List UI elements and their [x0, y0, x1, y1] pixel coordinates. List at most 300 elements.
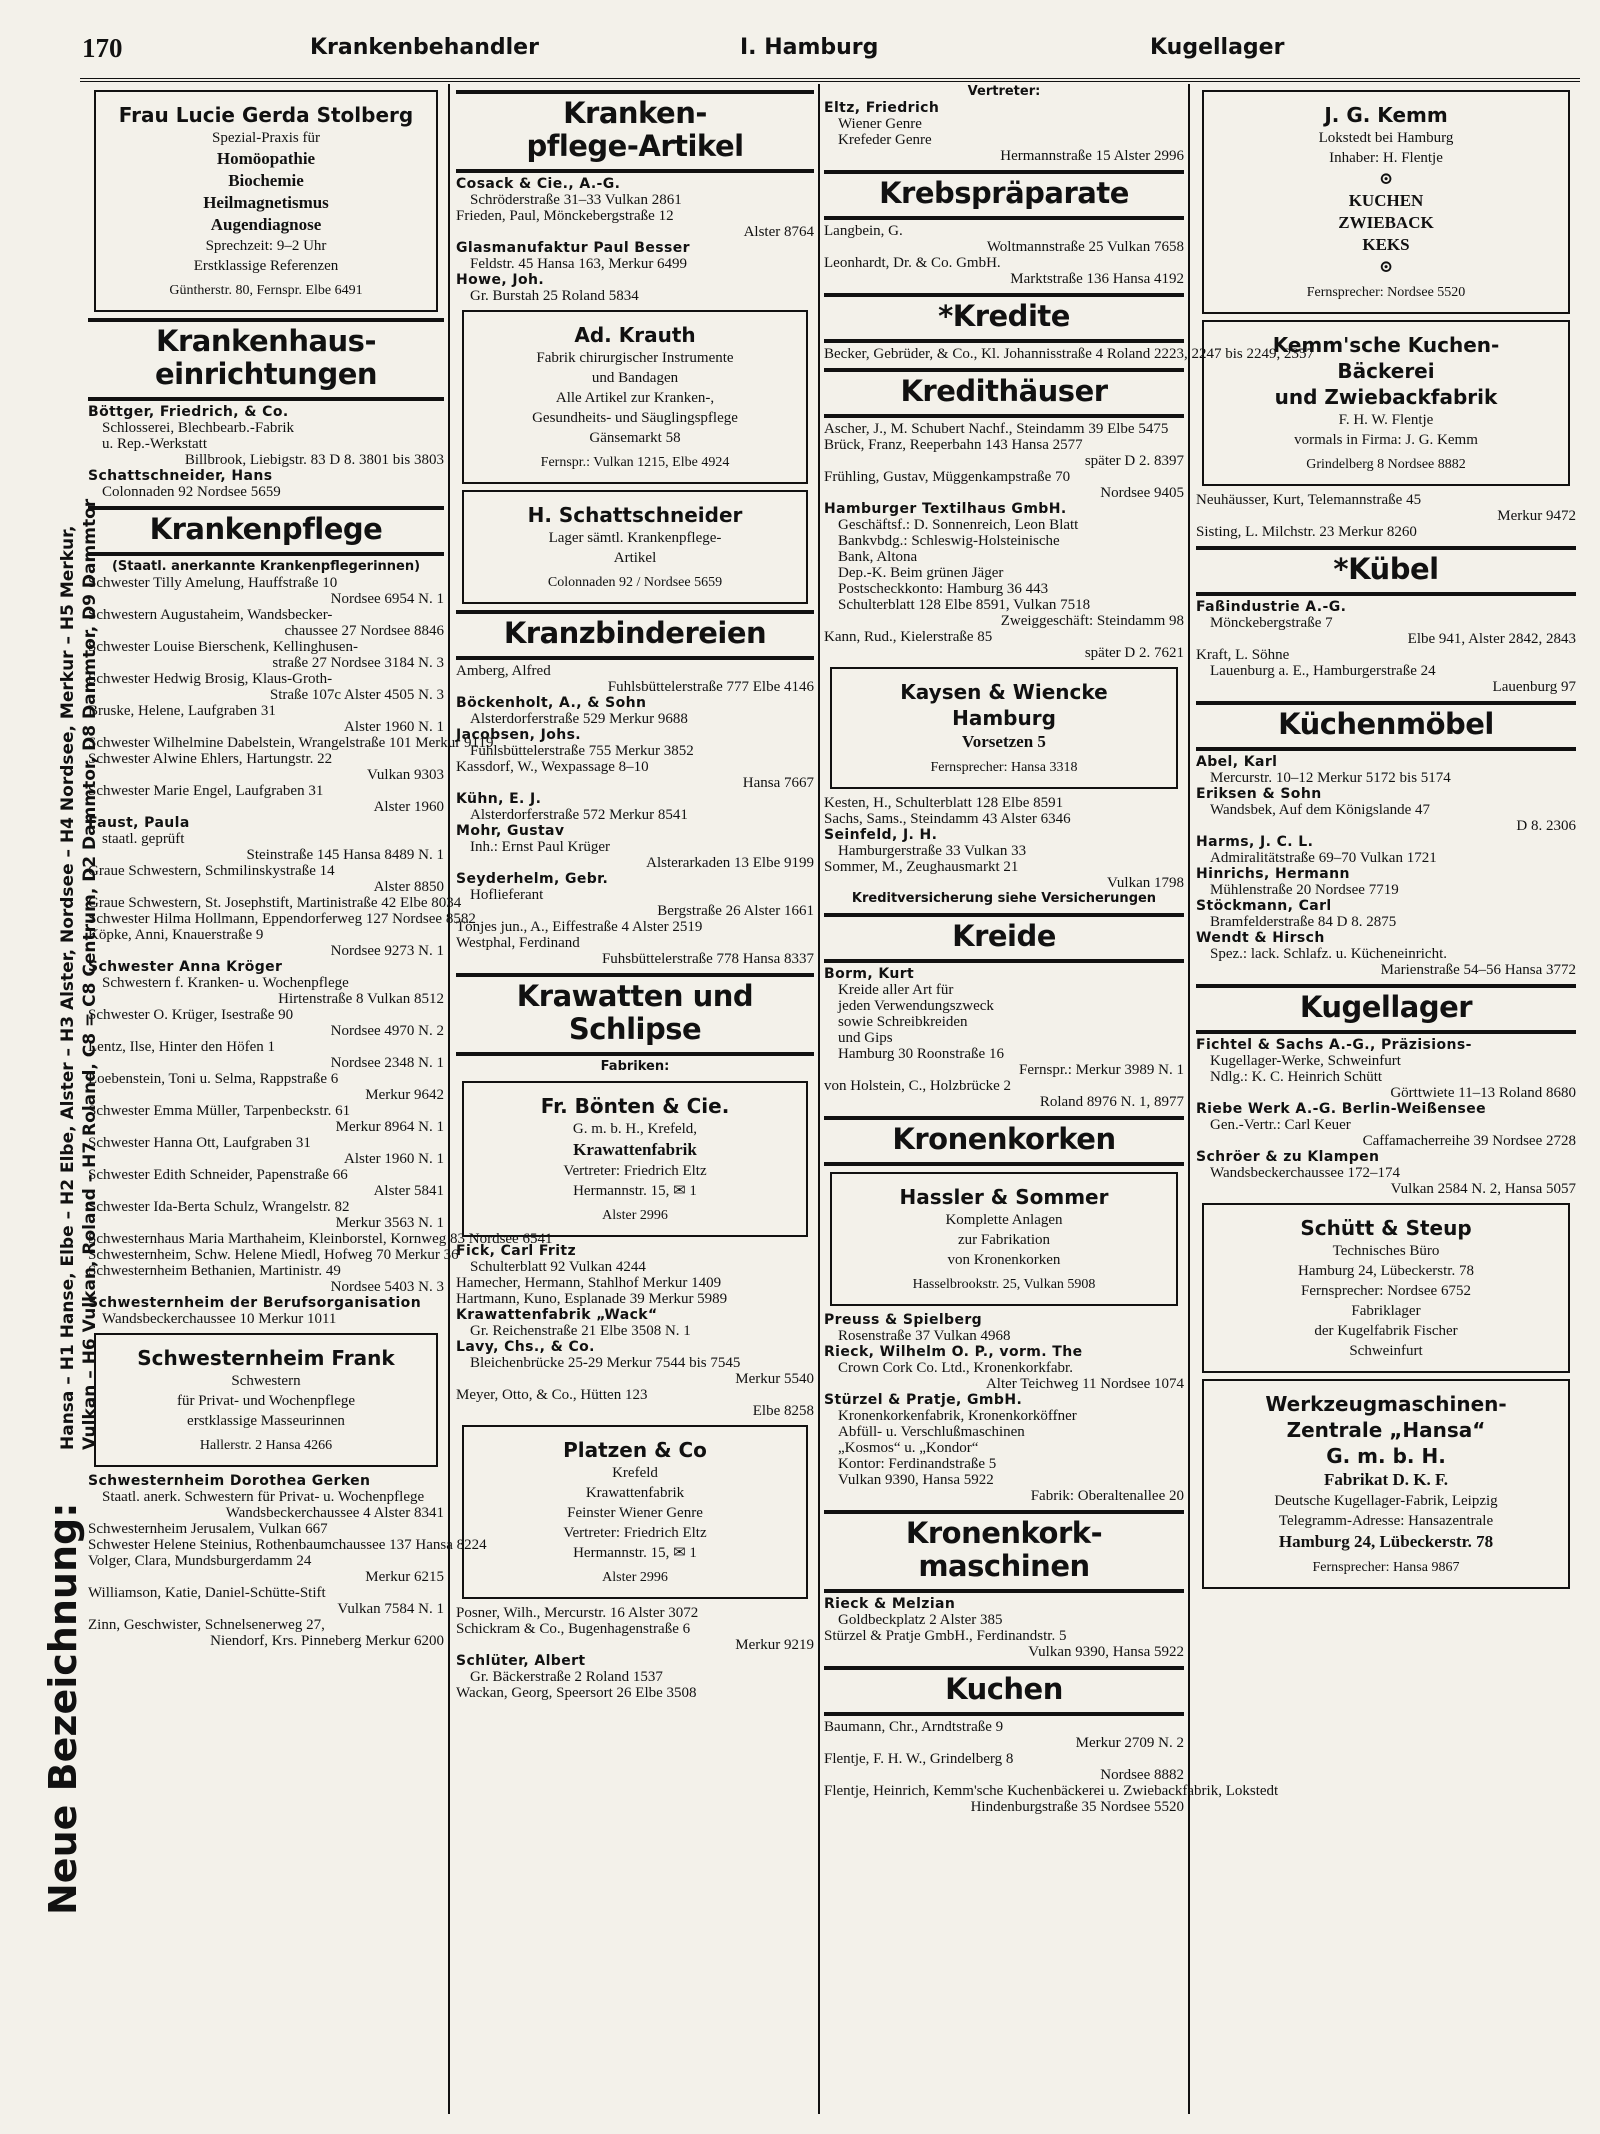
- directory-entry: [1196, 754, 1576, 786]
- section-heading: *Kübel: [1333, 552, 1439, 586]
- directory-entry: [88, 751, 444, 783]
- entry-line: Schwester Marie Engel, Laufgraben 31: [88, 783, 324, 799]
- entry-name: Schröer & zu Klampen: [1196, 1149, 1380, 1165]
- directory-entry: [1196, 866, 1576, 898]
- entry-name: Schwester Anna Kröger: [88, 959, 283, 975]
- entry-name: Rieck & Melzian: [824, 1596, 956, 1612]
- entry-line: Alster 1960: [373, 799, 444, 815]
- advert-line: zur Fabrikation: [957, 1232, 1051, 1248]
- entry-name: Kühn, E. J.: [456, 791, 542, 807]
- advert-box: [1202, 90, 1570, 314]
- entry-line: Schwester Louise Bierschenk, Kellinghusen-: [88, 639, 358, 655]
- header-center: I. Hamburg: [740, 35, 879, 60]
- directory-entry: [824, 795, 1184, 811]
- entry-line: Schwester Emma Müller, Tarpenbeckstr. 61: [88, 1103, 351, 1119]
- directory-entry: [88, 1071, 444, 1103]
- entry-line: Schwester Hedwig Brosig, Klaus-Groth-: [88, 671, 333, 687]
- advert-line: Fernspr.: Vulkan 1215, Elbe 4924: [540, 455, 730, 470]
- directory-entry: [824, 100, 1184, 164]
- entry-line: Alter Teichweg 11 Nordsee 1074: [985, 1376, 1184, 1392]
- entry-line: Hermannstraße 15 Alster 2996: [1000, 148, 1184, 164]
- advert-box: [462, 1081, 808, 1237]
- entry-line: Alster 5841: [373, 1183, 444, 1199]
- advert-line: Colonnaden 92 / Nordsee 5659: [547, 575, 723, 590]
- advert-line: Grindelberg 8 Nordsee 8882: [1306, 457, 1466, 472]
- entry-line: Fuhlsbüttelerstraße 777 Elbe 4146: [607, 679, 814, 695]
- directory-entry: [456, 663, 814, 695]
- advert-line: Gänsemarkt 58: [589, 430, 681, 446]
- entry-line: Hamburg 30 Roonstraße 16: [838, 1046, 1004, 1062]
- entry-line: Langbein, G.: [824, 223, 903, 239]
- entry-name: Krawattenfabrik „Wack“: [456, 1307, 658, 1323]
- section-heading: Küchenmöbel: [1278, 707, 1494, 741]
- entry-line: Steinstraße 145 Hansa 8489 N. 1: [246, 847, 444, 863]
- entry-line: Krefeder Genre: [838, 132, 932, 148]
- section-rule: [824, 959, 1184, 963]
- advert-line: Fernsprecher: Nordsee 5520: [1306, 285, 1466, 300]
- entry-line: Merkur 9219: [735, 1637, 814, 1653]
- directory-entry: [88, 895, 462, 911]
- directory-entry: [88, 1103, 444, 1135]
- advert-line: Schweinfurt: [1349, 1343, 1423, 1359]
- sidebar-line-2: Vulkan – H6 Vulkan, Roland – H7 Roland, C8 = C8 Centrum, D2 Dammtor, D8 Dammtor, D9 Dammtor: [80, 498, 100, 1450]
- section-heading: maschinen: [918, 1549, 1090, 1583]
- directory-entry: [88, 607, 444, 639]
- section-rule: [456, 973, 814, 977]
- entry-line: Bruske, Helene, Laufgraben 31: [88, 703, 276, 719]
- directory-entry: [88, 575, 444, 607]
- directory-entry: [1196, 647, 1576, 695]
- entry-line: Wandsbeckerchaussee 4 Alster 8341: [225, 1505, 444, 1521]
- directory-entry: [456, 919, 814, 935]
- header-right: Kugellager: [1150, 35, 1285, 60]
- entry-name: Borm, Kurt: [824, 966, 915, 982]
- directory-entry: [88, 1231, 553, 1247]
- advert-line: Hamburg 24, Lübeckerstr. 78: [1298, 1263, 1474, 1279]
- column-4: [1196, 84, 1576, 2124]
- entry-name: Lavy, Chs., & Co.: [456, 1339, 595, 1355]
- entry-line: Hansa 7667: [742, 775, 814, 791]
- directory-entry: [1196, 930, 1576, 978]
- entry-line: Merkur 9472: [1497, 508, 1576, 524]
- advert-line: ⊙: [1378, 257, 1394, 276]
- entry-line: Hartmann, Kuno, Esplanade 39 Merkur 5989: [456, 1291, 728, 1307]
- advert-line: und Zwiebackfabrik: [1274, 385, 1498, 409]
- section-rule: [1196, 592, 1576, 596]
- entry-line: D 8. 2306: [1516, 818, 1576, 834]
- entry-line: straße 27 Nordsee 3184 N. 3: [272, 655, 444, 671]
- entry-name: Stürzel & Pratje, GmbH.: [824, 1392, 1023, 1408]
- entry-line: Kugellager-Werke, Schweinfurt: [1210, 1053, 1401, 1069]
- entry-line: Vulkan 9390, Hansa 5922: [1028, 1644, 1184, 1660]
- directory-entry: [456, 695, 814, 727]
- entry-line: Nordsee 8882: [1100, 1767, 1184, 1783]
- entry-name: Howe, Joh.: [456, 272, 545, 288]
- section-rule: [824, 293, 1184, 297]
- entry-line: später D 2. 7621: [1084, 645, 1184, 661]
- entry-line: Posner, Wilh., Mercurstr. 16 Alster 3072: [456, 1605, 699, 1621]
- advert-box: [462, 310, 808, 484]
- entry-line: Kontor: Ferdinandstraße 5: [838, 1456, 997, 1472]
- entry-line: Gr. Reichenstraße 21 Elbe 3508 N. 1: [470, 1323, 691, 1339]
- directory-entry: [88, 1295, 444, 1327]
- section-rule: [1196, 546, 1576, 550]
- directory-entry: [1196, 599, 1576, 647]
- advert-line: Fabrik chirurgischer Instrumente: [536, 350, 734, 366]
- entry-line: Bleichenbrücke 25-29 Merkur 7544 bis 7545: [470, 1355, 741, 1371]
- entry-line: Kann, Rud., Kielerstraße 85: [824, 629, 993, 645]
- directory-entry: [824, 629, 1184, 661]
- section-rule: [824, 913, 1184, 917]
- advert-box: [1202, 1203, 1570, 1373]
- entry-line: Ndlg.: K. C. Heinrich Schütt: [1210, 1069, 1383, 1085]
- entry-line: Stürzel & Pratje GmbH., Ferdinandstr. 5: [824, 1628, 1067, 1644]
- entry-line: Merkur 5540: [735, 1371, 814, 1387]
- advert-line: Lager sämtl. Krankenpflege-: [548, 530, 722, 546]
- section-rule: [88, 318, 444, 322]
- advert-line: Hasselbrookstr. 25, Vulkan 5908: [912, 1277, 1096, 1292]
- section-rule: [1196, 701, 1576, 705]
- section-rule: [824, 1666, 1184, 1670]
- directory-entry: [824, 1312, 1184, 1344]
- advert-line: Fernsprecher: Hansa 9867: [1312, 1560, 1460, 1575]
- advert-box: [830, 667, 1178, 789]
- entry-line: Flentje, Heinrich, Kemm'sche Kuchenbäckerei u. Zwiebackfabrik, Lokstedt: [824, 1783, 1279, 1799]
- entry-line: Straße 107c Alster 4505 N. 3: [269, 687, 444, 703]
- entry-line: Gr. Bäckerstraße 2 Roland 1537: [470, 1669, 663, 1685]
- directory-entry: [88, 1617, 444, 1649]
- entry-line: Brück, Franz, Reeperbahn 143 Hansa 2577: [824, 437, 1083, 453]
- advert-line: Heilmagnetismus: [203, 193, 329, 212]
- directory-entry: [88, 468, 444, 500]
- directory-entry: [88, 1537, 487, 1553]
- advert-line: Zentrale „Hansa“: [1286, 1418, 1486, 1442]
- advert-line: Alster 2996: [602, 1208, 668, 1223]
- directory-entry: [88, 703, 444, 735]
- entry-line: Graue Schwestern, St. Josephstift, Martinistraße 42 Elbe 8034: [88, 895, 462, 911]
- advert-line: Feinster Wiener Genre: [567, 1505, 703, 1521]
- advert-line: G. m. b. H., Krefeld,: [572, 1121, 698, 1137]
- entry-line: Alsterdorferstraße 572 Merkur 8541: [470, 807, 688, 823]
- entry-line: Amberg, Alfred: [456, 663, 551, 679]
- section-rule: [1196, 984, 1576, 988]
- entry-line: Bank, Altona: [838, 549, 918, 565]
- entry-line: Sisting, L. Milchstr. 23 Merkur 8260: [1196, 524, 1417, 540]
- entry-line: Tönjes jun., A., Eiffestraße 4 Alster 2519: [456, 919, 703, 935]
- header-left: Krankenbehandler: [310, 35, 539, 60]
- entry-line: Abfüll- u. Verschlußmaschinen: [838, 1424, 1025, 1440]
- entry-line: Roland 8976 N. 1, 8977: [1039, 1094, 1184, 1110]
- entry-line: Niendorf, Krs. Pinneberg Merkur 6200: [210, 1633, 444, 1649]
- section-rule: [456, 90, 814, 94]
- entry-line: Woltmannstraße 25 Vulkan 7658: [986, 239, 1184, 255]
- entry-line: Wandsbek, Auf dem Königslande 47: [1210, 802, 1431, 818]
- entry-name: Rieck, Wilhelm O. P., vorm. The: [824, 1344, 1083, 1360]
- entry-line: Lentz, Ilse, Hinter den Höfen 1: [88, 1039, 276, 1055]
- entry-line: Schwester Hanna Ott, Laufgraben 31: [88, 1135, 311, 1151]
- directory-entry: [824, 1751, 1184, 1783]
- directory-entry: [88, 1521, 444, 1537]
- advert-line: vormals in Firma: J. G. Kemm: [1294, 432, 1478, 448]
- directory-entry: [1196, 492, 1576, 524]
- directory-entry: [88, 1007, 444, 1039]
- entry-line: Meyer, Otto, & Co., Hütten 123: [456, 1387, 648, 1403]
- entry-line: Hoflieferant: [470, 887, 544, 903]
- advert-line: Hermannstr. 15, ✉ 1: [573, 1183, 697, 1199]
- advert-box: [94, 90, 438, 312]
- directory-entry: [1196, 524, 1576, 540]
- entry-name: Mohr, Gustav: [456, 823, 565, 839]
- advert-line: Alle Artikel zur Kranken-,: [555, 390, 715, 406]
- directory-entry: [824, 1596, 1184, 1628]
- advert-line: Sprechzeit: 9–2 Uhr: [205, 238, 327, 254]
- entry-line: Gr. Burstah 25 Roland 5834: [470, 288, 639, 304]
- section-heading: Kreide: [952, 919, 1056, 953]
- column-divider: [1188, 84, 1190, 2114]
- advert-line: Gesundheits- und Säuglingspflege: [532, 410, 738, 426]
- section-rule: [88, 397, 444, 401]
- entry-name: Schwesternheim Dorothea Gerken: [88, 1473, 371, 1489]
- advert-line: Bäckerei: [1337, 359, 1435, 383]
- entry-line: Hamecher, Hermann, Stahlhof Merkur 1409: [456, 1275, 722, 1291]
- directory-entry: [88, 404, 444, 468]
- entry-name: Seyderhelm, Gebr.: [456, 871, 609, 887]
- directory-entry: [88, 1039, 444, 1071]
- advert-line: KEKS: [1362, 235, 1410, 254]
- entry-line: Hamburgerstraße 33 Vulkan 33: [838, 843, 1027, 859]
- entry-line: Mönckebergstraße 7: [1210, 615, 1333, 631]
- entry-line: Merkur 8964 N. 1: [335, 1119, 444, 1135]
- advert-line: Deutsche Kugellager-Fabrik, Leipzig: [1274, 1493, 1498, 1509]
- section-heading: Kredithäuser: [900, 374, 1108, 408]
- directory-entry: [88, 1167, 444, 1199]
- advert-line: Platzen & Co: [563, 1438, 707, 1462]
- section-heading: Kugellager: [1299, 990, 1473, 1024]
- entry-name: Cosack & Cie., A.-G.: [456, 176, 621, 192]
- directory-entry: [824, 255, 1184, 287]
- entry-line: Lauenburg 97: [1492, 679, 1576, 695]
- section-heading: Krankenpflege: [149, 512, 383, 546]
- advert-line: Ad. Krauth: [574, 323, 696, 347]
- directory-entry: [456, 1291, 814, 1307]
- entry-line: Flentje, F. H. W., Grindelberg 8: [824, 1751, 1014, 1767]
- directory-entry: [456, 791, 814, 823]
- entry-name: Faust, Paula: [88, 815, 190, 831]
- entry-line: Nordsee 4970 N. 2: [330, 1023, 444, 1039]
- directory-entry: [456, 823, 814, 871]
- directory-entry: [824, 421, 1184, 437]
- entry-name: Schattschneider, Hans: [88, 468, 273, 484]
- entry-line: Wandsbeckerchaussee 172–174: [1210, 1165, 1400, 1181]
- directory-entry: [456, 240, 814, 272]
- section-heading: Schlipse: [568, 1012, 702, 1046]
- directory-entry: [1196, 898, 1576, 930]
- directory-entry: [456, 1339, 814, 1387]
- entry-line: Schwester Wilhelmine Dabelstein, Wrangelstraße 101 Merkur 9119: [88, 735, 494, 751]
- entry-line: Ascher, J., M. Schubert Nachf., Steindamm 39 Elbe 5475: [824, 421, 1169, 437]
- section-heading: Kuchen: [945, 1672, 1063, 1706]
- advert-line: Spezial-Praxis für: [212, 130, 320, 146]
- entry-line: Schwesternheim, Schw. Helene Miedl, Hofweg 70 Merkur 36: [88, 1247, 459, 1263]
- entry-line: Goldbeckplatz 2 Alster 385: [838, 1612, 1003, 1628]
- section-rule: [824, 1589, 1184, 1593]
- advert-line: Biochemie: [228, 171, 304, 190]
- entry-line: Elbe 8258: [752, 1403, 814, 1419]
- directory-entry: [88, 783, 444, 815]
- entry-line: Vulkan 9303: [366, 767, 444, 783]
- advert-line: Fabriklager: [1351, 1303, 1421, 1319]
- advert-line: der Kugelfabrik Fischer: [1314, 1323, 1458, 1339]
- section-rule: [1196, 1030, 1576, 1034]
- directory-entry: [88, 639, 444, 671]
- directory-entry: [824, 1628, 1184, 1660]
- section-heading: Krawatten und: [516, 979, 754, 1013]
- advert-line: Artikel: [613, 550, 657, 566]
- section-rule: [824, 1162, 1184, 1166]
- entry-line: Marienstraße 54–56 Hansa 3772: [1380, 962, 1576, 978]
- entry-line: Rosenstraße 37 Vulkan 4968: [838, 1328, 1011, 1344]
- column-2: [456, 84, 814, 2124]
- entry-line: Hindenburgstraße 35 Nordsee 5520: [970, 1799, 1184, 1815]
- entry-line: Bergstraße 26 Alster 1661: [657, 903, 814, 919]
- section-rule: [1196, 747, 1576, 751]
- directory-entry: [88, 815, 444, 863]
- entry-name: Fichtel & Sachs A.-G., Präzisions-: [1196, 1037, 1472, 1053]
- advert-line: Schwesternheim Frank: [137, 1346, 395, 1370]
- section-rule: [456, 169, 814, 173]
- entry-line: Bankvbdg.: Schleswig-Holsteinische: [838, 533, 1060, 549]
- entry-line: Zweiggeschäft: Steindamm 98: [1000, 613, 1184, 629]
- advert-line: F. H. W. Flentje: [1338, 412, 1434, 428]
- advert-line: Augendiagnose: [210, 215, 322, 234]
- entry-line: Fuhsbüttelerstraße 778 Hansa 8337: [601, 951, 814, 967]
- entry-line: Nordsee 5403 N. 3: [330, 1279, 444, 1295]
- advert-line: für Privat- und Wochenpflege: [176, 1393, 356, 1409]
- advert-line: H. Schattschneider: [527, 503, 743, 527]
- entry-line: Nordsee 9405: [1100, 485, 1184, 501]
- entry-line: Alsterarkaden 13 Elbe 9199: [646, 855, 814, 871]
- advert-line: Hamburg 24, Lübeckerstr. 78: [1278, 1532, 1494, 1551]
- entry-line: Kraft, L. Söhne: [1196, 647, 1290, 663]
- directory-entry: [824, 966, 1184, 1078]
- entry-line: Mercurstr. 10–12 Merkur 5172 bis 5174: [1210, 770, 1451, 786]
- entry-line: Colonnaden 92 Nordsee 5659: [102, 484, 281, 500]
- section-rule: [88, 506, 444, 510]
- advert-line: Komplette Anlagen: [945, 1212, 1063, 1228]
- entry-line: Merkur 3563 N. 1: [335, 1215, 444, 1231]
- page-number: 170: [82, 33, 123, 63]
- directory-entry: [88, 1135, 444, 1167]
- entry-line: Alster 8764: [743, 224, 814, 240]
- directory-entry: [88, 927, 444, 959]
- directory-entry: [1196, 786, 1576, 834]
- sidebar-line-1: Hansa – H1 Hanse, Elbe – H2 Elbe, Alster – H3 Alster, Nordsee – H4 Nordsee, Merkur – H5 Merkur,: [58, 525, 78, 1450]
- section-heading: Krebspräparate: [879, 176, 1129, 210]
- directory-entry: [88, 863, 444, 895]
- entry-name: Faßindustrie A.-G.: [1196, 599, 1347, 615]
- entry-line: Schwester Tilly Amelung, Hauffstraße 10: [88, 575, 338, 591]
- entry-line: Merkur 2709 N. 2: [1075, 1735, 1184, 1751]
- directory-entry: [456, 935, 814, 967]
- entry-line: Schulterblatt 92 Vulkan 4244: [470, 1259, 646, 1275]
- entry-line: Williamson, Katie, Daniel-Schütte-Stift: [88, 1585, 326, 1601]
- entry-line: Dep.-K. Beim grünen Jäger: [838, 565, 1004, 581]
- directory-entry: [1196, 1037, 1576, 1101]
- entry-line: Schwester Alwine Ehlers, Hartungstr. 22: [88, 751, 333, 767]
- advert-line: ⊙: [1378, 169, 1394, 188]
- entry-line: Loebenstein, Toni u. Selma, Rappstraße 6: [88, 1071, 339, 1087]
- section-heading: Kranken-: [563, 96, 707, 130]
- entry-line: Kesten, H., Schulterblatt 128 Elbe 8591: [824, 795, 1064, 811]
- directory-entry: [88, 671, 444, 703]
- advert-line: Schütt & Steup: [1300, 1216, 1472, 1240]
- advert-line: Technisches Büro: [1332, 1243, 1440, 1259]
- entry-line: Schwesternheim Jerusalem, Vulkan 667: [88, 1521, 328, 1537]
- directory-entry: [88, 959, 444, 1007]
- entry-line: Inh.: Ernst Paul Krüger: [470, 839, 610, 855]
- entry-line: Schickram & Co., Bugenhagenstraße 6: [456, 1621, 691, 1637]
- entry-line: Billbrook, Liebigstr. 83 D 8. 3801 bis 3803: [184, 452, 444, 468]
- section-heading: pflege-Artikel: [526, 129, 744, 163]
- directory-entry: [88, 1473, 444, 1521]
- sidebar-title: Neue Bezeichnung:: [41, 1502, 85, 1915]
- entry-line: u. Rep.-Werkstatt: [102, 436, 208, 452]
- advert-line: Erstklassige Referenzen: [193, 258, 339, 274]
- advert-line: Werkzeugmaschinen-: [1265, 1392, 1507, 1416]
- entry-line: Sachs, Sams., Steindamm 43 Alster 6346: [824, 811, 1071, 827]
- advert-box: [1202, 320, 1570, 486]
- entry-line: Bramfelderstraße 84 D 8. 2875: [1210, 914, 1397, 930]
- entry-line: Schwester O. Krüger, Isestraße 90: [88, 1007, 294, 1023]
- entry-line: Frieden, Paul, Mönckebergstraße 12: [456, 208, 674, 224]
- entry-line: Kronenkorkenfabrik, Kronenkorköffner: [838, 1408, 1077, 1424]
- subsection-label: Kreditversicherung siehe Versicherungen: [851, 891, 1157, 906]
- advert-line: Krawattenfabrik: [573, 1140, 697, 1159]
- entry-line: Fernspr.: Merkur 3989 N. 1: [1019, 1062, 1184, 1078]
- advert-line: Krefeld: [612, 1465, 658, 1481]
- entry-line: Vulkan 9390, Hansa 5922: [838, 1472, 994, 1488]
- directory-entry: [824, 827, 1184, 859]
- entry-line: Nordsee 6954 N. 1: [330, 591, 444, 607]
- entry-line: Schwesternheim Bethanien, Martinistr. 49: [88, 1263, 341, 1279]
- directory-entry: [824, 346, 1314, 362]
- advert-line: Vertreter: Friedrich Eltz: [563, 1525, 707, 1541]
- advert-line: Telegramm-Adresse: Hansazentrale: [1278, 1513, 1494, 1529]
- directory-entry: [88, 1553, 444, 1585]
- entry-line: Schulterblatt 128 Elbe 8591, Vulkan 7518: [838, 597, 1091, 613]
- entry-line: Volger, Clara, Mundsburgerdamm 24: [88, 1553, 312, 1569]
- directory-entry: [88, 1247, 459, 1263]
- entry-name: Eltz, Friedrich: [824, 100, 940, 116]
- directory-entry: [456, 1685, 814, 1701]
- entry-line: Schwestern Augustaheim, Wandsbecker-: [88, 607, 333, 623]
- entry-line: staatl. geprüft: [102, 831, 185, 847]
- entry-line: Staatl. anerk. Schwestern für Privat- u. Wochenpflege: [102, 1489, 425, 1505]
- advert-line: J. G. Kemm: [1324, 103, 1448, 127]
- entry-name: Jacobsen, Johs.: [456, 727, 582, 743]
- directory-entry: [456, 1387, 814, 1419]
- advert-line: Vorsetzen 5: [962, 732, 1046, 751]
- entry-line: Alster 1960 N. 1: [344, 719, 444, 735]
- entry-line: Kreide aller Art für: [838, 982, 954, 998]
- entry-line: Köpke, Anni, Knauerstraße 9: [88, 927, 264, 943]
- entry-name: Stöckmann, Carl: [1196, 898, 1332, 914]
- entry-line: „Kosmos“ u. „Kondor“: [838, 1440, 979, 1456]
- section-heading: *Kredite: [938, 299, 1070, 333]
- entry-line: Nordsee 9273 N. 1: [330, 943, 444, 959]
- section-rule: [824, 1116, 1184, 1120]
- entry-name: Harms, J. C. L.: [1196, 834, 1314, 850]
